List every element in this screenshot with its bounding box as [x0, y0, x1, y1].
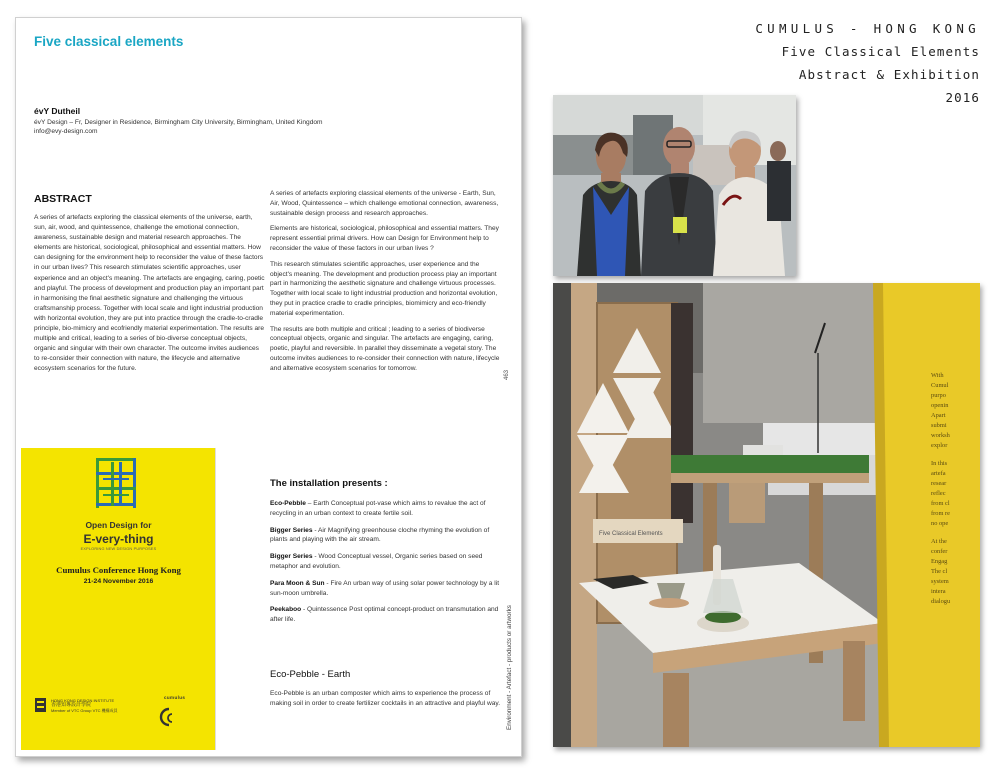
- item-name: Para Moon & Sun: [270, 579, 325, 587]
- item-text: - Quintessence Post optimal concept-product on transmutation and after life.: [270, 606, 499, 624]
- hkdi-name-zh: 香港知專設計學院: [51, 702, 92, 708]
- installation-item: [270, 526, 502, 546]
- exhibition-illustration: [553, 283, 980, 747]
- panel-line: In this: [931, 460, 948, 467]
- header-title: Five Classical Elements: [781, 44, 980, 59]
- poster-conference-name: Cumulus Conference Hong Kong: [56, 565, 181, 575]
- photo-exhibition-stand: [553, 283, 980, 747]
- hkdi-name-en: HONG KONG DESIGN INSTITUTE: [51, 698, 115, 703]
- panel-line: no ope: [931, 520, 949, 527]
- installation-item: [270, 579, 502, 599]
- open-design-logo-icon: [93, 456, 139, 510]
- panel-line: from re: [931, 510, 950, 517]
- exhibit-sign: Five Classical Elements: [599, 531, 663, 537]
- installation-item: [270, 605, 502, 625]
- panel-line: submi: [931, 422, 947, 429]
- eco-pebble-text: Eco-Pebble is an urban composter which aims to experience the process of making soil in order to create fertilizer cocktails in an attractive and playful way.: [270, 690, 501, 707]
- installation-list: [270, 499, 502, 632]
- side-category-tag: Environment - Artefact - products or artworks: [506, 605, 513, 730]
- panel-line: from cl: [931, 500, 950, 507]
- eco-pebble-heading: Eco-Pebble - Earth: [270, 669, 351, 680]
- abstract-column-2: [270, 189, 502, 380]
- header-subtitle: Abstract & Exhibition: [798, 67, 980, 82]
- item-name: Bigger Series: [270, 526, 313, 534]
- item-text: – Earth Conceptual pot-vase which aims to revalue the act of recycling in an urban context to create fertile soil.: [270, 500, 486, 517]
- item-text: - Air Magnifying greenhouse cloche rhyming the evolution of plants and playing with the air stream.: [270, 526, 490, 544]
- poster-subtitle: EXPLORING NEW DESIGN PURPOSES: [80, 547, 157, 551]
- photo-visitors: [553, 95, 796, 276]
- item-name: Bigger Series: [270, 553, 313, 561]
- panel-line: The cl: [931, 568, 948, 575]
- header-year: 2016: [945, 90, 980, 105]
- abstract-body: A series of artefacts exploring the classical elements of the universe, earth, sun, air, wood, and quintessence, challenge the emotional connection, awareness, sustainable design and material research approaches. The elements are historical, sociological, philosophical and essential matters. How can designing for the environment help to reconsider the value of these factors in our urban lives? This research stimulates scientific approaches, user experience and an object's meaning. The artefacts are engaging, caring, poetic and playful. The process of development and production play an important part in harmonising the final aesthetic signature and challenging the virtuous craftsmanship process. Together with local scale and light industrial production with horizontal evolution, they are put into practice through the cradle-to-cradle principle, bio-mimicry and ecofriendly material experimentation. The results are multiple and critical, leading to a series of bio-diverse conceptual objects, organic and singular with their own character. The outcome invites audiences to re-consider their connection with nature, the lifecycle and alternative ecosystem scenarios for the future.: [34, 214, 265, 373]
- item-text: - Wood Conceptual vessel, Organic series based on seed metaphor and evolution.: [270, 553, 483, 570]
- visitors-illustration: [553, 95, 796, 276]
- poster-dates: 21-24 November 2016: [83, 578, 154, 585]
- affiliation-text: évY Design – Fr, Designer in Residence, Birmingham City University, Birmingham, United Kingdom: [34, 119, 323, 126]
- author-affiliation: [34, 119, 474, 136]
- panel-line: Cumul: [931, 382, 949, 389]
- poster-title-line2: E-very-thing: [83, 532, 154, 546]
- abstract-heading: ABSTRACT: [34, 193, 92, 205]
- col2-paragraph: A series of artefacts exploring classical elements of the universe - Earth, Sun, Air, Wood, Quintessence – which challenge emotional connection, awareness, sustainable design process and research approaches.: [270, 190, 499, 217]
- panel-line: resear: [931, 480, 947, 487]
- panel-line: intera: [931, 588, 946, 595]
- col2-paragraph: This research stimulates scientific approaches, user experience and the object's meaning. The development and production process play an important part in harmonizing the aesthetic signature and challenge virtuous processes. Together with local scale to light industrial production and horizontal evolution, they put in practice cradle to cradle principles, biomimicry and eco-friendly material experimentation.: [270, 260, 498, 317]
- hkdi-member: Member of VTC Group VTC 機構成員: [51, 708, 118, 713]
- paper-title: Five classical elements: [34, 34, 184, 49]
- panel-line: openin: [931, 402, 949, 409]
- author-email: info@evy-design.com: [34, 127, 98, 135]
- hkdi-label: [51, 698, 131, 713]
- col2-paragraph: The results are both multiple and critical ; leading to a series of biodiverse conceptual objects, organic and singular. The artefacts are engaging, caring, poetic, playful and reversible. In parallel they disseminate a vegetal story. The outcome invites audiences to re-consider their connection with nature, lifecycle and alternative ecosystem scenarios for tomorrow.: [270, 325, 500, 372]
- item-name: Peekaboo: [270, 606, 302, 614]
- abstract-page: [15, 17, 522, 757]
- panel-line: explor: [931, 442, 948, 449]
- panel-line: Engag: [931, 558, 948, 565]
- poster-title-line1: Open Design for: [85, 520, 152, 530]
- installation-heading: The installation presents :: [270, 478, 388, 489]
- panel-line: dialogu: [931, 598, 951, 605]
- installation-item: [270, 552, 502, 572]
- panel-line: With: [931, 372, 944, 379]
- panel-line: Apart: [931, 412, 946, 419]
- installation-item: [270, 499, 502, 519]
- header-location: CUMULUS - HONG KONG: [755, 21, 980, 36]
- panel-line: system: [931, 578, 949, 585]
- cumulus-wordmark: cumulus: [164, 695, 186, 700]
- author-name: évY Dutheil: [34, 106, 81, 116]
- item-name: Eco-Pebble: [270, 500, 306, 507]
- panel-line: purpo: [931, 392, 946, 399]
- exhibit-panel-text: [931, 371, 971, 607]
- conference-poster: [21, 448, 216, 750]
- page-number: 463: [504, 369, 510, 380]
- panel-line: At the: [931, 538, 947, 545]
- panel-line: confer: [931, 548, 948, 555]
- item-text: - Fire An urban way of using solar power technology by a lit sun-moon umbrella.: [270, 579, 500, 597]
- panel-line: worksh: [931, 432, 950, 439]
- panel-line: reflec: [931, 490, 946, 497]
- col2-paragraph: Elements are historical, sociological, philosophical and essential matters. They represent essential primal drivers. How can Design for Environment help to reconsider the value of these factors in our urban lives ?: [270, 225, 499, 252]
- panel-line: artefa: [931, 470, 946, 477]
